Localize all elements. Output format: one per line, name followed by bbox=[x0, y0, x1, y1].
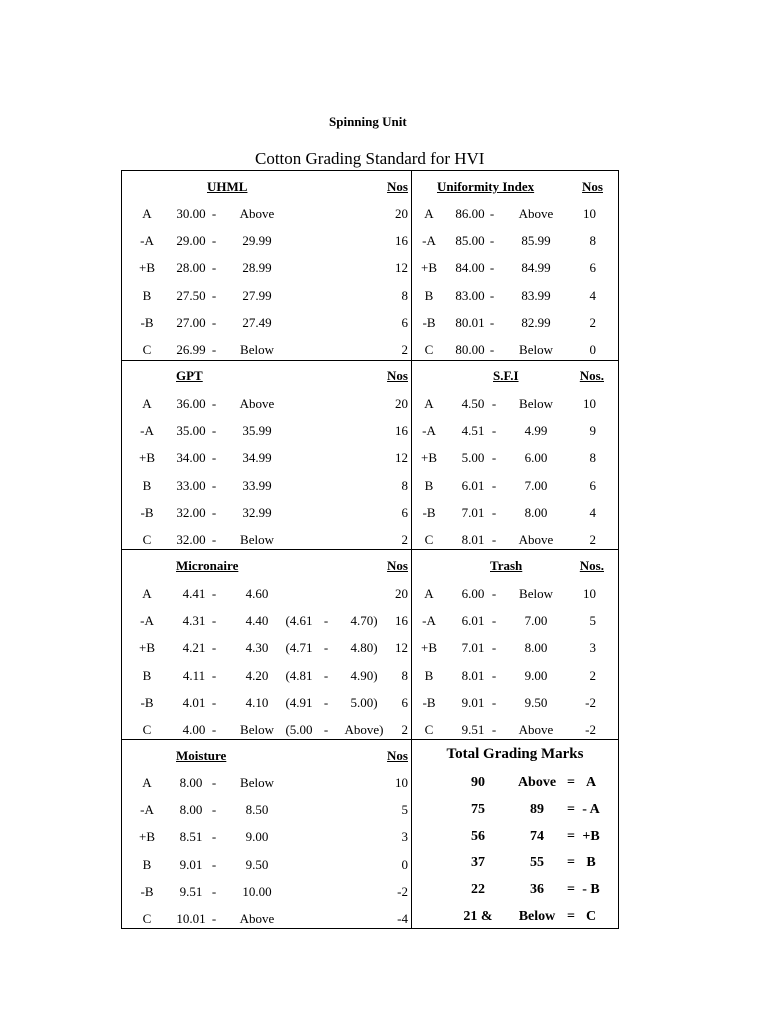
range-to-cell: Above bbox=[518, 206, 554, 221]
grade-cell: -B bbox=[140, 314, 154, 330]
range-dash: - bbox=[491, 477, 497, 493]
grade-cell: -A bbox=[140, 233, 154, 249]
range-dash: - bbox=[491, 504, 497, 520]
range-from-cell: 29.00 bbox=[176, 233, 206, 249]
grade-cell: B bbox=[142, 477, 152, 493]
range-from-cell: 6.01 bbox=[461, 613, 485, 629]
total-to-cell: Above bbox=[517, 775, 557, 790]
range-to-cell: Below bbox=[240, 342, 274, 357]
range-from-cell: 8.00 bbox=[179, 775, 203, 790]
nos-cell: 10 bbox=[583, 586, 596, 601]
total-grade-cell: B bbox=[586, 855, 596, 871]
range-dash: - bbox=[491, 586, 497, 601]
grade-cell: +B bbox=[420, 640, 438, 656]
range-from-cell: 5.00 bbox=[461, 450, 485, 466]
nos-cell: 2 bbox=[589, 667, 596, 683]
range-from-cell: 6.01 bbox=[461, 477, 485, 493]
nos-cell: 12 bbox=[395, 450, 408, 466]
total-equals: = bbox=[567, 909, 575, 924]
range-from-cell: 8.01 bbox=[461, 667, 485, 683]
nos-cell: 12 bbox=[395, 640, 408, 656]
alt-range-to-cell: Above) bbox=[344, 722, 384, 737]
range-to-cell: Below bbox=[240, 775, 274, 790]
range-to-cell: 9.00 bbox=[245, 829, 269, 845]
range-dash: - bbox=[211, 856, 217, 872]
nos-cell: 16 bbox=[395, 423, 408, 439]
range-to-cell: 4.40 bbox=[245, 613, 269, 629]
nos-cell: 6 bbox=[589, 477, 596, 493]
unit-title: Spinning Unit bbox=[329, 114, 407, 129]
total-from-cell: 56 bbox=[471, 828, 485, 844]
range-from-cell: 27.00 bbox=[176, 314, 206, 330]
range-from-cell: 9.01 bbox=[179, 856, 203, 872]
range-from-cell: 86.00 bbox=[455, 206, 485, 221]
range-to-cell: 8.50 bbox=[245, 802, 269, 818]
range-dash: - bbox=[211, 314, 217, 330]
range-from-cell: 26.99 bbox=[176, 342, 206, 357]
grade-cell: B bbox=[424, 477, 434, 493]
nos-cell: 8 bbox=[401, 287, 408, 303]
nos-cell: 9 bbox=[589, 423, 596, 439]
nos-cell: 10 bbox=[583, 396, 596, 411]
table-divider-row2 bbox=[121, 549, 619, 550]
grade-cell: C bbox=[424, 532, 434, 547]
range-from-cell: 4.51 bbox=[461, 423, 485, 439]
range-to-cell: Below bbox=[240, 722, 274, 737]
grade-cell: A bbox=[142, 396, 152, 411]
grade-cell: -A bbox=[422, 613, 436, 629]
range-from-cell: 4.11 bbox=[182, 667, 206, 683]
range-dash: - bbox=[211, 396, 217, 411]
grade-cell: +B bbox=[420, 450, 438, 466]
grade-cell: B bbox=[142, 667, 152, 683]
range-dash: - bbox=[489, 260, 495, 276]
grade-cell: +B bbox=[138, 260, 156, 276]
range-to-cell: Below bbox=[519, 342, 553, 357]
range-dash: - bbox=[211, 450, 217, 466]
range-from-cell: 4.50 bbox=[461, 396, 485, 411]
range-dash: - bbox=[211, 640, 217, 656]
grade-cell: C bbox=[424, 722, 434, 737]
range-dash: - bbox=[211, 532, 217, 547]
range-dash: - bbox=[491, 423, 497, 439]
grade-cell: -B bbox=[422, 504, 436, 520]
gpt-nos-header: Nos bbox=[387, 368, 408, 383]
grade-cell: B bbox=[424, 287, 434, 303]
range-to-cell: 4.20 bbox=[245, 667, 269, 683]
total-grade-cell: +B bbox=[582, 828, 600, 844]
range-to-cell: Below bbox=[519, 396, 553, 411]
grade-cell: +B bbox=[420, 260, 438, 276]
range-from-cell: 6.00 bbox=[461, 586, 485, 601]
range-from-cell: 85.00 bbox=[455, 233, 485, 249]
nos-cell: 6 bbox=[589, 260, 596, 276]
range-to-cell: 7.00 bbox=[524, 613, 548, 629]
grade-cell: A bbox=[424, 586, 434, 601]
range-dash: - bbox=[491, 722, 497, 737]
range-dash: - bbox=[211, 883, 217, 899]
nos-cell: 2 bbox=[589, 532, 596, 547]
range-from-cell: 28.00 bbox=[176, 260, 206, 276]
range-to-cell: Above bbox=[239, 206, 275, 221]
grade-cell: A bbox=[142, 775, 152, 790]
range-dash: - bbox=[211, 694, 217, 710]
range-to-cell: 4.99 bbox=[524, 423, 548, 439]
total-equals: = bbox=[567, 882, 575, 898]
nos-cell: 16 bbox=[395, 233, 408, 249]
range-dash: - bbox=[489, 287, 495, 303]
micronaire-nos-header: Nos bbox=[387, 558, 408, 573]
range-dash: - bbox=[211, 586, 217, 601]
range-from-cell: 35.00 bbox=[176, 423, 206, 439]
range-dash: - bbox=[211, 287, 217, 303]
grade-cell: -B bbox=[422, 314, 436, 330]
grade-cell: B bbox=[424, 667, 434, 683]
range-from-cell: 27.50 bbox=[176, 287, 206, 303]
total-to-cell: 36 bbox=[530, 882, 544, 898]
range-dash: - bbox=[489, 206, 495, 221]
range-to-cell: 8.00 bbox=[524, 640, 548, 656]
range-to-cell: 27.99 bbox=[242, 287, 272, 303]
document-title: Cotton Grading Standard for HVI bbox=[255, 149, 485, 168]
uhml-title: UHML bbox=[207, 179, 248, 194]
range-dash: - bbox=[211, 667, 217, 683]
range-to-cell: 9.50 bbox=[524, 694, 548, 710]
range-from-cell: 7.01 bbox=[461, 640, 485, 656]
nos-cell: 6 bbox=[401, 504, 408, 520]
range-from-cell: 36.00 bbox=[176, 396, 206, 411]
nos-cell: 12 bbox=[395, 260, 408, 276]
nos-cell: 2 bbox=[401, 722, 408, 737]
grade-cell: A bbox=[424, 206, 434, 221]
alt-range-from-cell: (4.71 bbox=[285, 640, 313, 656]
alt-range-to-cell: 4.70) bbox=[350, 613, 378, 629]
range-to-cell: Above bbox=[239, 911, 275, 926]
uhml-nos-header: Nos bbox=[387, 179, 408, 194]
total-equals: = bbox=[567, 775, 575, 790]
nos-cell: -4 bbox=[397, 911, 408, 926]
sfi-nos-header: Nos. bbox=[579, 368, 604, 383]
uniformity-nos-header: Nos bbox=[582, 179, 603, 194]
total-from-cell: 22 bbox=[471, 882, 485, 898]
total-grade-cell: C bbox=[585, 909, 597, 924]
range-dash: - bbox=[211, 206, 217, 221]
trash-nos-header: Nos. bbox=[579, 558, 604, 573]
grade-cell: -B bbox=[422, 694, 436, 710]
range-dash: - bbox=[211, 829, 217, 845]
range-dash: - bbox=[211, 775, 217, 790]
range-from-cell: 32.00 bbox=[176, 504, 206, 520]
range-from-cell: 9.51 bbox=[461, 722, 485, 737]
range-from-cell: 8.01 bbox=[461, 532, 485, 547]
alt-range-dash: - bbox=[323, 667, 329, 683]
range-from-cell: 8.51 bbox=[179, 829, 203, 845]
grade-cell: C bbox=[142, 342, 152, 357]
range-dash: - bbox=[491, 613, 497, 629]
total-to-cell: 89 bbox=[530, 801, 544, 817]
range-from-cell: 9.51 bbox=[179, 883, 203, 899]
nos-cell: 5 bbox=[401, 802, 408, 818]
nos-cell: -2 bbox=[397, 883, 408, 899]
nos-cell: 6 bbox=[401, 694, 408, 710]
table-border-top bbox=[121, 170, 619, 171]
grade-cell: -A bbox=[140, 613, 154, 629]
total-from-cell: 90 bbox=[471, 775, 485, 790]
alt-range-dash: - bbox=[323, 613, 329, 629]
gpt-title: GPT bbox=[176, 368, 203, 383]
total-equals: = bbox=[567, 855, 575, 871]
grade-cell: +B bbox=[138, 450, 156, 466]
range-dash: - bbox=[211, 260, 217, 276]
grade-cell: A bbox=[142, 206, 152, 221]
moisture-title: Moisture bbox=[176, 748, 227, 763]
total-grade-cell: - B bbox=[582, 882, 600, 898]
nos-cell: 2 bbox=[589, 314, 596, 330]
range-to-cell: Below bbox=[240, 532, 274, 547]
range-to-cell: 34.99 bbox=[242, 450, 272, 466]
total-from-cell: 21 & bbox=[463, 909, 493, 924]
total-equals: = bbox=[567, 801, 575, 817]
range-from-cell: 80.00 bbox=[455, 342, 485, 357]
nos-cell: 10 bbox=[583, 206, 596, 221]
range-from-cell: 4.00 bbox=[182, 722, 206, 737]
range-to-cell: 28.99 bbox=[242, 260, 272, 276]
nos-cell: -2 bbox=[585, 694, 596, 710]
range-from-cell: 8.00 bbox=[179, 802, 203, 818]
nos-cell: 8 bbox=[589, 450, 596, 466]
nos-cell: 10 bbox=[395, 775, 408, 790]
range-from-cell: 7.01 bbox=[461, 504, 485, 520]
nos-cell: 3 bbox=[589, 640, 596, 656]
range-from-cell: 10.01 bbox=[176, 911, 206, 926]
range-dash: - bbox=[211, 911, 217, 926]
grade-cell: C bbox=[424, 342, 434, 357]
range-to-cell: 82.99 bbox=[521, 314, 551, 330]
alt-range-to-cell: 4.80) bbox=[350, 640, 378, 656]
alt-range-to-cell: 5.00) bbox=[350, 694, 378, 710]
range-dash: - bbox=[211, 504, 217, 520]
table-divider-row1 bbox=[121, 360, 619, 361]
range-from-cell: 80.01 bbox=[455, 314, 485, 330]
nos-cell: 3 bbox=[401, 829, 408, 845]
nos-cell: 4 bbox=[589, 287, 596, 303]
range-dash: - bbox=[491, 396, 497, 411]
alt-range-from-cell: (4.61 bbox=[285, 613, 313, 629]
range-to-cell: 32.99 bbox=[242, 504, 272, 520]
total-to-cell: Below bbox=[518, 909, 556, 924]
range-from-cell: 30.00 bbox=[176, 206, 206, 221]
range-to-cell: 4.10 bbox=[245, 694, 269, 710]
nos-cell: 5 bbox=[589, 613, 596, 629]
nos-cell: 6 bbox=[401, 314, 408, 330]
range-from-cell: 4.41 bbox=[182, 586, 206, 601]
total-equals: = bbox=[567, 828, 575, 844]
range-dash: - bbox=[211, 722, 217, 737]
uniformity-title: Uniformity Index bbox=[437, 179, 535, 194]
total-from-cell: 37 bbox=[471, 855, 485, 871]
range-to-cell: 33.99 bbox=[242, 477, 272, 493]
range-from-cell: 33.00 bbox=[176, 477, 206, 493]
range-dash: - bbox=[491, 532, 497, 547]
alt-range-to-cell: 4.90) bbox=[350, 667, 378, 683]
alt-range-dash: - bbox=[323, 640, 329, 656]
grade-cell: -B bbox=[140, 504, 154, 520]
total-to-cell: 55 bbox=[530, 855, 544, 871]
range-to-cell: 4.60 bbox=[245, 586, 269, 601]
range-from-cell: 4.31 bbox=[182, 613, 206, 629]
range-from-cell: 83.00 bbox=[455, 287, 485, 303]
nos-cell: 2 bbox=[401, 532, 408, 547]
table-divider-row3 bbox=[121, 739, 619, 740]
range-to-cell: 35.99 bbox=[242, 423, 272, 439]
range-dash: - bbox=[489, 314, 495, 330]
range-from-cell: 32.00 bbox=[176, 532, 206, 547]
total-grade-cell: - A bbox=[582, 801, 600, 817]
grade-cell: -B bbox=[140, 694, 154, 710]
alt-range-from-cell: (4.91 bbox=[285, 694, 313, 710]
alt-range-dash: - bbox=[323, 694, 329, 710]
range-dash: - bbox=[211, 613, 217, 629]
range-dash: - bbox=[489, 342, 495, 357]
alt-range-from-cell: (5.00 bbox=[285, 722, 313, 737]
range-dash: - bbox=[491, 667, 497, 683]
nos-cell: 8 bbox=[401, 477, 408, 493]
nos-cell: 20 bbox=[395, 586, 408, 601]
nos-cell: 20 bbox=[395, 396, 408, 411]
total-grading-title: Total Grading Marks bbox=[446, 746, 584, 762]
range-to-cell: 29.99 bbox=[242, 233, 272, 249]
grade-cell: C bbox=[142, 532, 152, 547]
range-to-cell: 9.00 bbox=[524, 667, 548, 683]
micronaire-title: Micronaire bbox=[176, 558, 239, 573]
nos-cell: 4 bbox=[589, 504, 596, 520]
range-to-cell: Above bbox=[518, 722, 554, 737]
nos-cell: 2 bbox=[401, 342, 408, 357]
grade-cell: -A bbox=[422, 423, 436, 439]
total-grade-cell: A bbox=[585, 775, 597, 790]
grade-cell: A bbox=[142, 586, 152, 601]
grade-cell: -A bbox=[422, 233, 436, 249]
range-dash: - bbox=[491, 694, 497, 710]
range-to-cell: Above bbox=[518, 532, 554, 547]
grade-cell: -A bbox=[140, 802, 154, 818]
nos-cell: -2 bbox=[585, 722, 596, 737]
range-dash: - bbox=[489, 233, 495, 249]
total-from-cell: 75 bbox=[471, 801, 485, 817]
range-to-cell: Below bbox=[519, 586, 553, 601]
range-from-cell: 4.01 bbox=[182, 694, 206, 710]
range-to-cell: 10.00 bbox=[242, 883, 272, 899]
range-dash: - bbox=[211, 342, 217, 357]
range-dash: - bbox=[211, 423, 217, 439]
alt-range-from-cell: (4.81 bbox=[285, 667, 313, 683]
range-from-cell: 34.00 bbox=[176, 450, 206, 466]
nos-cell: 0 bbox=[401, 856, 408, 872]
alt-range-dash: - bbox=[323, 722, 329, 737]
grade-cell: A bbox=[424, 396, 434, 411]
table-border-bottom bbox=[121, 928, 619, 929]
nos-cell: 20 bbox=[395, 206, 408, 221]
range-to-cell: 7.00 bbox=[524, 477, 548, 493]
range-to-cell: 9.50 bbox=[245, 856, 269, 872]
range-to-cell: 84.99 bbox=[521, 260, 551, 276]
grade-cell: B bbox=[142, 287, 152, 303]
range-to-cell: 85.99 bbox=[521, 233, 551, 249]
trash-title: Trash bbox=[490, 558, 523, 573]
range-to-cell: 4.30 bbox=[245, 640, 269, 656]
grade-cell: +B bbox=[138, 640, 156, 656]
range-dash: - bbox=[211, 477, 217, 493]
range-to-cell: Above bbox=[239, 396, 275, 411]
nos-cell: 8 bbox=[401, 667, 408, 683]
range-to-cell: 83.99 bbox=[521, 287, 551, 303]
sfi-title: S.F.I bbox=[493, 368, 519, 383]
range-from-cell: 84.00 bbox=[455, 260, 485, 276]
range-dash: - bbox=[491, 640, 497, 656]
range-to-cell: 6.00 bbox=[524, 450, 548, 466]
range-to-cell: 8.00 bbox=[524, 504, 548, 520]
total-to-cell: 74 bbox=[530, 828, 544, 844]
range-dash: - bbox=[211, 233, 217, 249]
range-from-cell: 9.01 bbox=[461, 694, 485, 710]
range-from-cell: 4.21 bbox=[182, 640, 206, 656]
range-to-cell: 27.49 bbox=[242, 314, 272, 330]
grade-cell: B bbox=[142, 856, 152, 872]
nos-cell: 0 bbox=[589, 342, 596, 357]
nos-cell: 8 bbox=[589, 233, 596, 249]
range-dash: - bbox=[211, 802, 217, 818]
range-dash: - bbox=[491, 450, 497, 466]
moisture-nos-header: Nos bbox=[387, 748, 408, 763]
grade-cell: -B bbox=[140, 883, 154, 899]
grade-cell: C bbox=[142, 911, 152, 926]
grade-cell: -A bbox=[140, 423, 154, 439]
grade-cell: +B bbox=[138, 829, 156, 845]
grade-cell: C bbox=[142, 722, 152, 737]
nos-cell: 16 bbox=[395, 613, 408, 629]
